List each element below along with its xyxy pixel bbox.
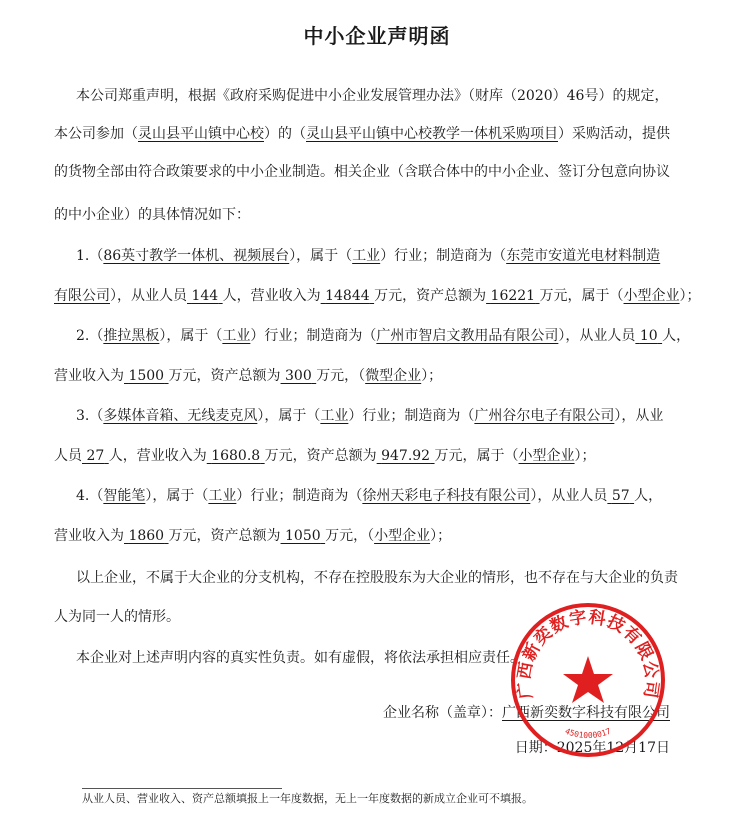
document-title: 中小企业声明函 [303,24,451,48]
item-text: 万元，资产总额为 [168,528,281,544]
date-label: 日期： [514,740,557,756]
seal-text: 广西新奕数字科技有限公司 [514,607,662,701]
closing-line-3: 本企业对上述声明内容的真实性负责。如有虚假，将依法承担相应责任。 [76,650,524,666]
purchaser-name: 灵山县平山镇中心校 [138,126,264,142]
company-name: 广西新奕数字科技有限公司 [502,705,670,721]
product-name: 多媒体音箱、无线麦克风 [103,408,258,424]
item-text: ），属于（ [145,488,209,504]
enterprise-size: 小型企业 [518,448,575,464]
employee-count: 10 [639,328,658,344]
intro-line-4: 的中小企业）的具体情况如下： [54,207,250,223]
item-text: 万元，（ [325,528,375,544]
item-text: ），从业人员 [558,328,636,344]
item-text: 万元，属于（ [434,448,519,464]
item-text: ）行业；制造商为（ [250,328,377,344]
item-text: 人，营业收入为 [108,448,207,464]
company-seal [508,600,668,760]
intro-text: ）采购活动，提供 [558,126,670,142]
industry: 工业 [352,248,381,264]
intro-line-1: 本公司郑重声明，根据《政府采购促进中小企业发展管理办法》（财库（2020）46号）的规定， [76,88,669,104]
item-text: 万元，属于（ [539,288,624,304]
item-2-line-1 [76,326,690,346]
total-assets: 300 [285,368,312,384]
employee-count: 144 [191,288,219,304]
item-text: 人员 [54,448,82,464]
item-2-line-2 [54,366,442,386]
total-assets: 1050 [285,528,321,544]
item-text: ）； [430,528,452,544]
footnote-divider [82,788,282,789]
product-name: 推拉黑板 [103,328,160,344]
item-text: ），属于（ [289,248,353,264]
item-text: 万元，资产总额为 [264,448,377,464]
project-name: 灵山县平山镇中心校教学一体机采购项目 [306,126,558,142]
revenue: 1680.8 [211,448,261,464]
star-icon [563,656,613,703]
enterprise-size: 小型企业 [623,288,680,304]
item-text: ），属于（ [159,328,223,344]
closing-line-2: 人为同一人的情形。 [54,609,180,625]
industry: 工业 [320,408,349,424]
item-text: 人， [662,328,691,344]
item-1-line-2 [54,286,701,306]
item-text: 万元，资产总额为 [168,368,281,384]
manufacturer-name: 有限公司 [54,288,110,304]
item-text: 人，营业收入为 [222,288,321,304]
item-text: 万元，资产总额为 [374,288,487,304]
product-name: 86英寸教学一体机、视频展台 [103,248,290,264]
item-text: （ [89,328,104,344]
industry: 工业 [222,328,251,344]
item-text: 万元，（ [316,368,366,384]
item-number: 4. [76,488,90,504]
item-text: 营业收入为 [54,368,124,384]
item-3-line-2 [54,446,596,466]
revenue: 14844 [325,288,370,304]
item-text: ）行业；制造商为（ [236,488,363,504]
item-text: （ [89,488,104,504]
revenue: 1500 [128,368,165,384]
intro-text: ）的（ [264,126,306,142]
intro-line-3: 的货物全部由符合政策要求的中小企业制造。相关企业（含联合体中的中小企业、签订分包意向协议 [54,164,670,180]
manufacturer-name: 广州谷尔电子有限公司 [474,408,615,424]
total-assets: 947.92 [381,448,431,464]
date-value: 2025年12月17日 [556,740,670,756]
item-text: ）； [679,288,701,304]
item-text: 营业收入为 [54,528,124,544]
seal-code: 4501000017 [563,726,613,741]
item-text: ）行业；制造商为（ [380,248,507,264]
manufacturer-name: 东莞市安道光电材料制造 [506,248,661,264]
item-text: 人， [634,488,663,504]
item-text: ），从业人员 [530,488,608,504]
item-4-line-1 [76,486,662,506]
item-3-line-1 [76,406,663,426]
item-number: 2. [76,328,90,344]
item-4-line-2 [54,526,451,546]
industry: 工业 [208,488,237,504]
item-number: 3. [76,408,90,424]
enterprise-size: 微型企业 [365,368,422,384]
item-text: ）行业；制造商为（ [348,408,475,424]
total-assets: 16221 [490,288,536,304]
item-number: 1. [76,248,90,264]
employee-count: 27 [86,448,105,464]
company-label: 企业名称（盖章）： [383,705,502,721]
item-text: ），属于（ [257,408,321,424]
intro-line-2 [54,124,670,144]
item-text: （ [89,248,104,264]
intro-text: 本公司参加（ [54,126,138,142]
revenue: 1860 [128,528,165,544]
seal-graphic [508,600,668,760]
footnote: 从业人员、营业收入、资产总额填报上一年度数据，无上一年度数据的新成立企业可不填报。 [82,792,533,805]
item-text: ）； [574,448,596,464]
manufacturer-name: 广州市智启文教用品有限公司 [376,328,559,344]
item-text: ）； [421,368,443,384]
item-text: （ [89,408,104,424]
manufacturer-name: 徐州天彩电子科技有限公司 [362,488,531,504]
item-text: ），从业人员 [110,288,187,304]
employee-count: 57 [611,488,630,504]
product-name: 智能笔 [103,488,146,504]
enterprise-size: 小型企业 [374,528,431,544]
item-1-line-1 [76,246,660,266]
closing-line-1: 以上企业，不属于大企业的分支机构，不存在控股股东为大企业的情形，也不存在与大企业的负责 [76,570,678,586]
item-text: ），从业 [614,408,664,424]
